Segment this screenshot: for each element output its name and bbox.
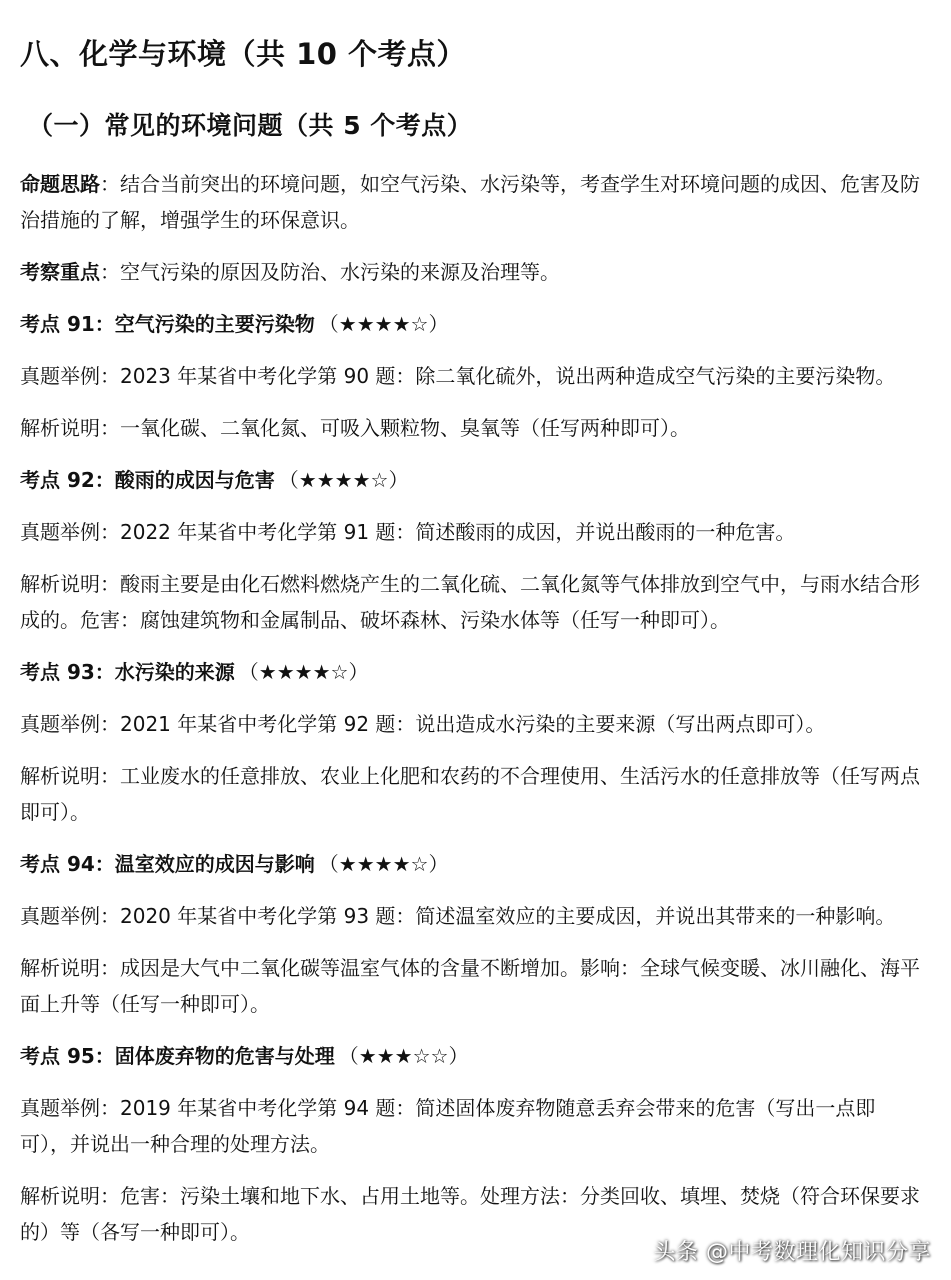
intro-label: 考察重点 xyxy=(20,260,100,284)
subsection-heading: （一）常见的环境问题（共 5 个考点） xyxy=(28,111,473,140)
star-rating: （★★★☆☆） xyxy=(338,1044,469,1068)
point-analysis: 解析说明：一氧化碳、二氧化氮、可吸入颗粒物、臭氧等（任写两种即可）。 xyxy=(20,416,690,440)
star-rating: （★★★★☆） xyxy=(318,312,449,336)
point-title xyxy=(20,846,925,882)
star-rating: （★★★★☆） xyxy=(318,852,449,876)
intro-paragraph-focus xyxy=(20,254,925,290)
point-title xyxy=(20,1038,925,1074)
intro-separator: ： xyxy=(100,172,120,196)
point-title-text: 考点 95：固体废弃物的危害与处理 xyxy=(20,1044,335,1068)
point-analysis: 解析说明：酸雨主要是由化石燃料燃烧产生的二氧化硫、二氧化氮等气体排放到空气中，与雨水结合形成的。危害：腐蚀建筑物和金属制品、破坏森林、污染水体等（任写一种即可）。 xyxy=(20,572,920,632)
point-example: 真题举例：2019 年某省中考化学第 94 题：简述固体废弃物随意丢弃会带来的危害（写出一点即可），并说出一种合理的处理方法。 xyxy=(20,1096,876,1156)
point-title-text: 考点 94：温室效应的成因与影响 xyxy=(20,852,315,876)
point-analysis: 解析说明：成因是大气中二氧化碳等温室气体的含量不断增加。影响：全球气候变暖、冰川融化、海平面上升等（任写一种即可）。 xyxy=(20,956,920,1016)
intro-text: 空气污染的原因及防治、水污染的来源及治理等。 xyxy=(120,260,560,284)
section-heading: 八、化学与环境（共 10 个考点） xyxy=(20,37,467,71)
point-analysis: 解析说明：危害：污染土壤和地下水、占用土地等。处理方法：分类回收、填埋、焚烧（符合环保要求的）等（各写一种即可）。 xyxy=(20,1184,920,1244)
intro-text: 结合当前突出的环境问题，如空气污染、水污染等，考查学生对环境问题的成因、危害及防治措施的了解，增强学生的环保意识。 xyxy=(20,172,920,232)
star-rating: （★★★★☆） xyxy=(278,468,409,492)
point-title xyxy=(20,462,925,498)
point-example: 真题举例：2023 年某省中考化学第 90 题：除二氧化硫外，说出两种造成空气污染的主要污染物。 xyxy=(20,364,896,388)
intro-label: 命题思路 xyxy=(20,172,100,196)
point-example: 真题举例：2022 年某省中考化学第 91 题：简述酸雨的成因，并说出酸雨的一种危害。 xyxy=(20,520,796,544)
point-example: 真题举例：2021 年某省中考化学第 92 题：说出造成水污染的主要来源（写出两点即可）。 xyxy=(20,712,826,736)
point-title-text: 考点 91：空气污染的主要污染物 xyxy=(20,312,315,336)
watermark: 头条 @中考数理化知识分享 xyxy=(653,1240,931,1265)
point-title-text: 考点 93：水污染的来源 xyxy=(20,660,235,684)
point-title xyxy=(20,306,925,342)
star-rating: （★★★★☆） xyxy=(238,660,369,684)
point-analysis: 解析说明：工业废水的任意排放、农业上化肥和农药的不合理使用、生活污水的任意排放等（任写两点即可）。 xyxy=(20,764,920,824)
intro-paragraph-design xyxy=(20,166,925,238)
intro-separator: ： xyxy=(100,260,120,284)
point-example: 真题举例：2020 年某省中考化学第 93 题：简述温室效应的主要成因，并说出其带来的一种影响。 xyxy=(20,904,896,928)
point-title xyxy=(20,654,925,690)
point-title-text: 考点 92：酸雨的成因与危害 xyxy=(20,468,275,492)
